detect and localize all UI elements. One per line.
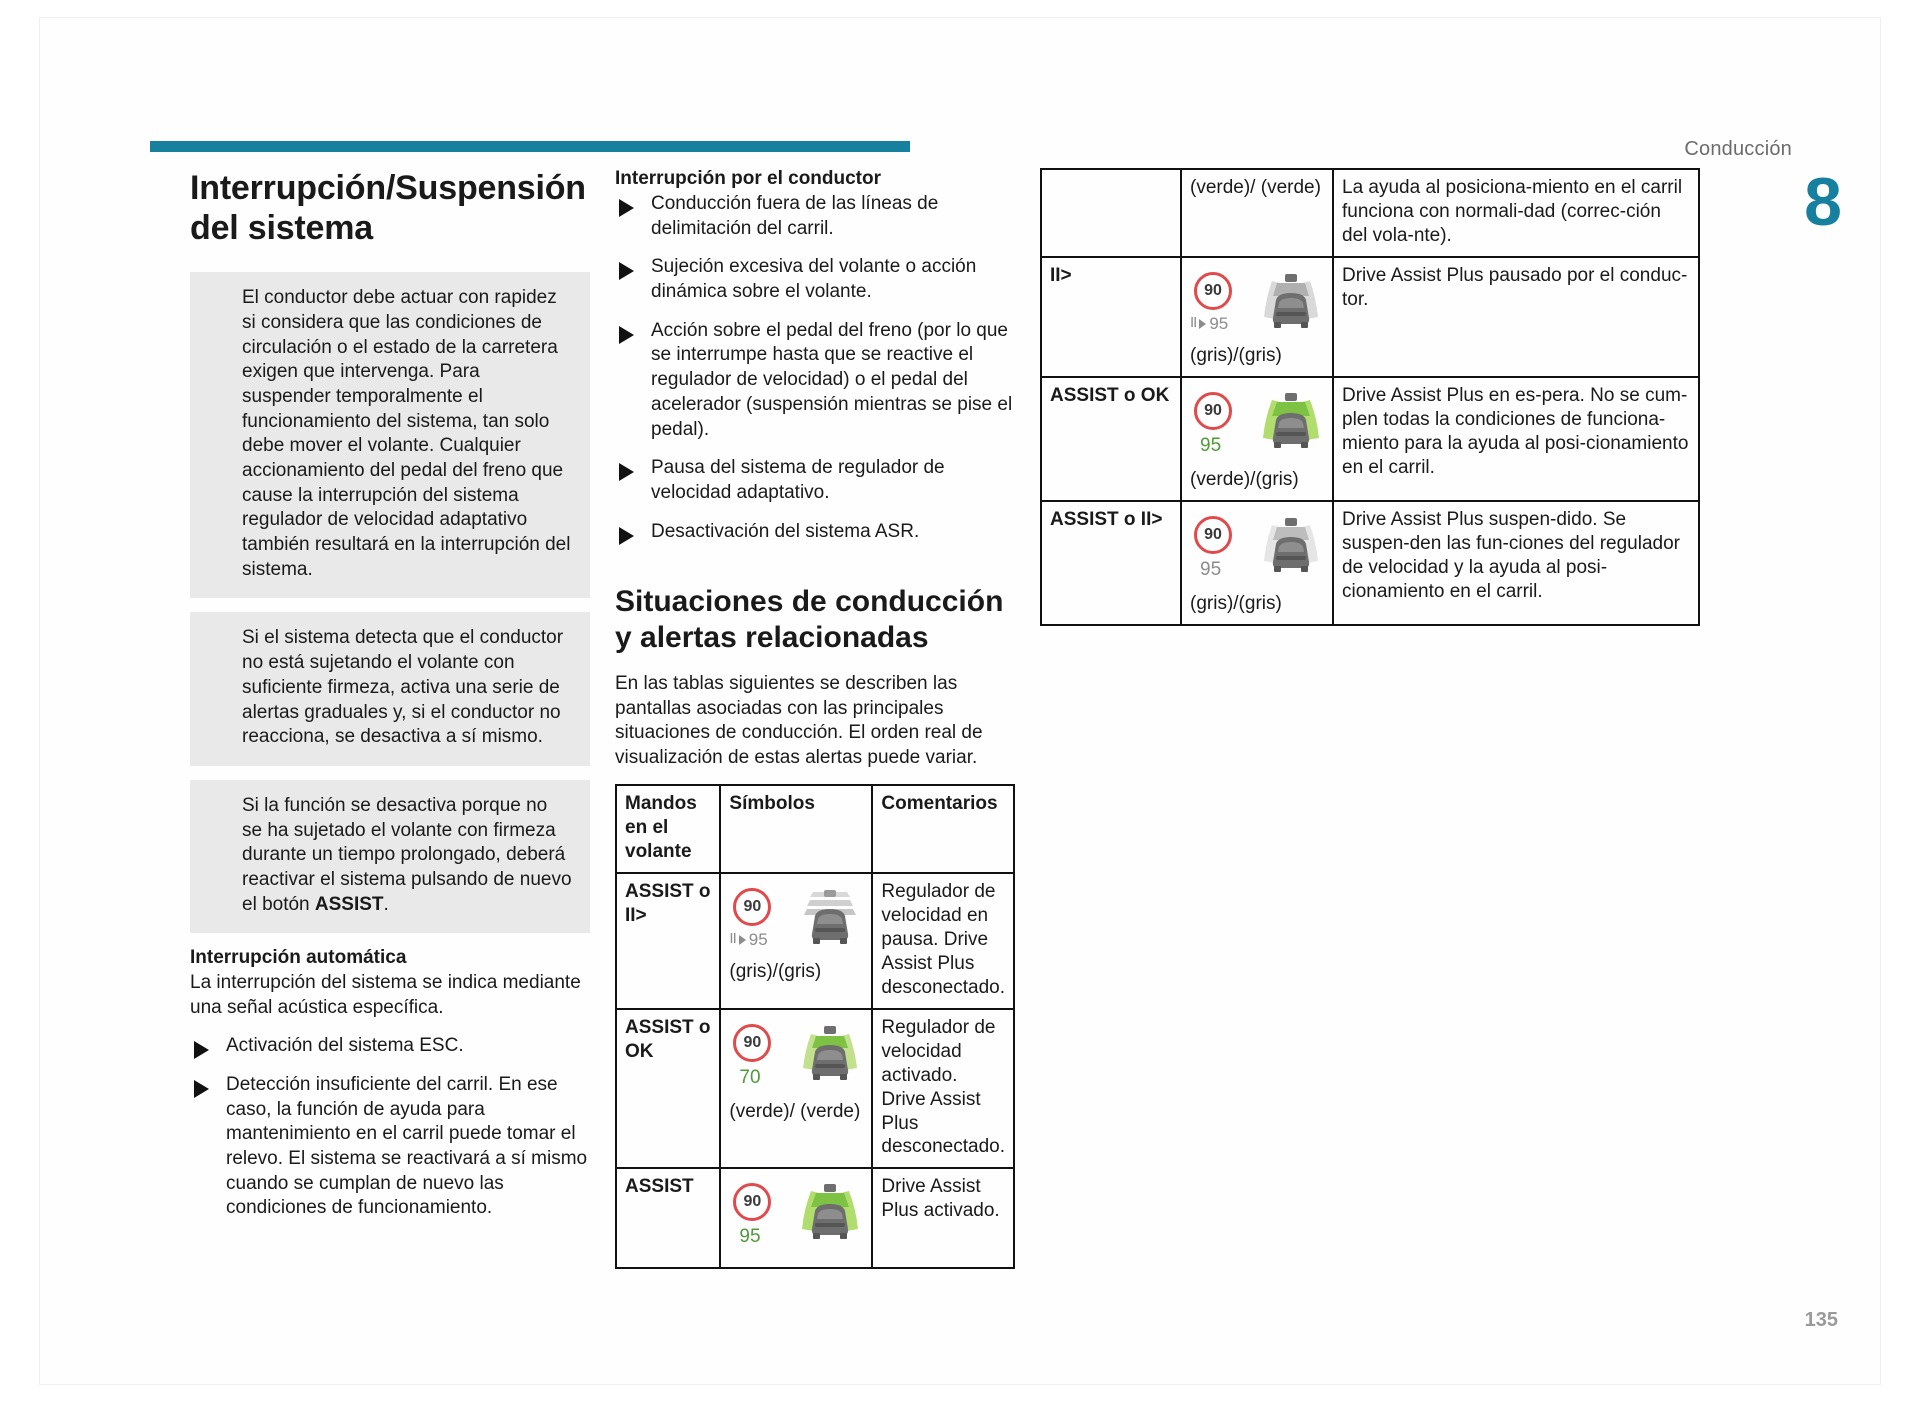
list-item: Activación del sistema ESC.: [190, 1034, 590, 1059]
warning-callout-1-text: El conductor debe actuar con rapidez si considera que las condiciones de circulación o el estado de la carretera exigen que intervenga. Para suspender temporalmente el funcionamiento del sistema, tan solo debe mover el volante. Cualquier accionamiento del pedal del freno que cause la interrupción del sistema regulador de velocidad adaptativo también resultará en la interrupción del sistema.: [242, 287, 571, 580]
speed-limit-sign-icon: 90: [1194, 392, 1232, 430]
table-row: [1041, 501, 1699, 625]
set-speed-value: 95: [1209, 313, 1229, 333]
right-column: [1040, 168, 1700, 626]
cell-comment: Drive Assist Plus pausado por el conduc-tor.: [1333, 257, 1699, 377]
driving-situations-intro: En las tablas siguientes se describen las pantallas asociadas con las principales situaciones de conducción. El orden real de visualización de estas alertas puede variar.: [615, 673, 983, 768]
page-title: Interrupción/Suspensión del sistema: [190, 169, 586, 248]
car-lane-icon: [797, 888, 863, 950]
car-lane-icon: [797, 1183, 863, 1245]
list-item: Conducción fuera de las líneas de delimitación del carril.: [615, 192, 1015, 241]
set-speed-indicator: [1190, 313, 1252, 334]
auto-interruption-list: [190, 1034, 590, 1221]
cell-symbol: [1181, 169, 1333, 257]
symbol-graphic: [729, 888, 863, 950]
chapter-number: 8: [1804, 164, 1842, 240]
table-row: [1041, 169, 1699, 257]
auto-interruption-heading: Interrupción automática: [190, 947, 407, 969]
car-lane-icon: [1258, 392, 1324, 454]
cell-comment: Drive Assist Plus activado.: [872, 1168, 1014, 1268]
speed-sign-group: [1190, 272, 1252, 334]
speed-limit-sign-icon: 90: [733, 888, 771, 926]
driver-interruption-list: [615, 192, 1015, 544]
assist-button-name: ASSIST: [314, 893, 384, 915]
set-speed-value: 70: [739, 1066, 761, 1088]
left-column: [190, 168, 590, 1235]
cell-comment: La ayuda al posiciona-miento en el carril funciona con normali-dad (correc-ción del vola-nte).: [1333, 169, 1699, 257]
set-speed-value: 95: [739, 1226, 761, 1248]
symbol-graphic: [1190, 272, 1324, 334]
speed-sign-group: [729, 1183, 791, 1249]
cell-command: ASSIST o II>: [616, 873, 720, 1009]
cell-comment: Drive Assist Plus suspen-dido. Se suspen-den las fun-ciones del regulador de velocidad y la ayuda al posi-cionamiento en el carril.: [1333, 501, 1699, 625]
driving-situations-title: Situaciones de conducción y alertas relacionadas: [615, 585, 1004, 655]
symbols-table-right: [1040, 168, 1700, 626]
list-item: Detección insuficiente del carril. En ese caso, la función de ayuda para mantenimiento en el carril puede tomar el relevo. El sistema se reactivará a sí mismo cuando se cumplan de nuevo las condiciones de funcionamiento.: [190, 1073, 590, 1221]
driver-interruption-heading: Interrupción por el conductor: [615, 168, 882, 189]
symbol-color-label: (verde)/ (verde): [729, 1100, 861, 1122]
page-number: 135: [1804, 1309, 1838, 1331]
cell-comment: Regulador de velocidad en pausa. Drive Assist Plus desconectado.: [872, 873, 1014, 1009]
car-lane-icon: [1258, 272, 1324, 334]
speed-limit-sign-icon: 90: [733, 1183, 771, 1221]
symbol-color-label: (gris)/(gris): [729, 961, 822, 983]
car-lane-icon: [797, 1024, 863, 1086]
header-accent-rule: [150, 141, 910, 152]
speed-limit-sign-icon: 90: [1194, 516, 1232, 554]
speed-limit-sign-icon: 90: [733, 1024, 771, 1062]
warning-callout-2: [190, 612, 590, 765]
cell-command: II>: [1041, 257, 1181, 377]
cell-command: ASSIST: [616, 1168, 720, 1268]
info-callout-text: [242, 794, 572, 917]
symbol-graphic: [729, 1183, 863, 1249]
symbol-graphic: [729, 1024, 863, 1090]
cell-command: ASSIST o OK: [1041, 377, 1181, 501]
speed-sign-group: [729, 1024, 791, 1090]
symbol-graphic: [1190, 516, 1324, 582]
cell-comment: Regulador de velocidad activado. Drive Assist Plus desconectado.: [872, 1009, 1014, 1169]
table-row: [1041, 257, 1699, 377]
play-triangle-icon: [1199, 319, 1206, 329]
cell-command: ASSIST o II>: [1041, 501, 1181, 625]
middle-column: [615, 168, 1015, 1269]
info-callout: [190, 780, 590, 933]
pause-bars-icon: II: [729, 930, 736, 948]
list-item: Sujeción excesiva del volante o acción dinámica sobre el volante.: [615, 255, 1015, 304]
speed-sign-group: [1190, 392, 1252, 458]
play-triangle-icon: [739, 935, 746, 945]
symbols-table-left: [615, 784, 1015, 1269]
cell-symbol: [720, 873, 872, 1009]
table-header-row: [616, 785, 1014, 873]
pause-bars-icon: II: [1190, 314, 1197, 332]
cell-command: ASSIST o OK: [616, 1009, 720, 1169]
symbol-graphic: [1190, 392, 1324, 458]
table-row: [616, 873, 1014, 1009]
table-row: [616, 1009, 1014, 1169]
symbol-color-label: (verde)/(gris): [1190, 469, 1299, 491]
cell-symbol: [720, 1009, 872, 1169]
symbol-color-label: (gris)/(gris): [1190, 345, 1282, 367]
warning-callout-2-text: Si el sistema detecta que el conductor no está sujetando el volante con suficiente firmeza, activa una serie de alertas graduales y, si el conductor no reacciona, se desactiva a sí mismo.: [242, 627, 564, 748]
list-item: Acción sobre el pedal del freno (por lo que se interrumpe hasta que se reactive el regulador de velocidad) o el pedal del acelerador (suspensión mientras se pise el pedal).: [615, 319, 1015, 442]
auto-interruption-intro: La interrupción del sistema se indica mediante una señal acústica específica.: [190, 972, 581, 1018]
column-header-comments: Comentarios: [872, 785, 1014, 873]
symbol-color-label: (verde)/ (verde): [1190, 177, 1321, 198]
list-item: Desactivación del sistema ASR.: [615, 520, 1015, 545]
set-speed-value: 95: [748, 930, 768, 950]
info-callout-text-before: Si la función se desactiva porque no se ha sujetado el volante con firmeza durante un tiempo prolongado, deberá reactivar el sistema pulsando de nuevo el botón: [242, 794, 572, 915]
cell-comment: Drive Assist Plus en es-pera. No se cum-plen todas la condiciones de funciona-miento para la ayuda al posi-cionamiento en el carril.: [1333, 377, 1699, 501]
column-header-symbols: Símbolos: [720, 785, 872, 873]
car-lane-icon: [1258, 516, 1324, 578]
document-page: [40, 18, 1880, 1384]
cell-symbol: [1181, 501, 1333, 625]
cell-symbol: [1181, 377, 1333, 501]
set-speed-value: 95: [1200, 559, 1222, 581]
set-speed-indicator: [729, 929, 791, 950]
table-row: [616, 1168, 1014, 1268]
chapter-label: Conducción: [1684, 138, 1792, 160]
table-row: [1041, 377, 1699, 501]
symbol-color-label: (gris)/(gris): [1190, 592, 1282, 614]
speed-sign-group: [1190, 516, 1252, 582]
speed-limit-sign-icon: 90: [1194, 272, 1232, 310]
cell-symbol: [720, 1168, 872, 1268]
cell-command: [1041, 169, 1181, 257]
column-header-commands: Mandos en el volante: [616, 785, 720, 873]
info-callout-text-after: .: [383, 893, 389, 915]
speed-sign-group: [729, 888, 791, 950]
list-item: Pausa del sistema de regulador de velocidad adaptativo.: [615, 456, 1015, 505]
set-speed-value: 95: [1200, 435, 1222, 457]
cell-symbol: [1181, 257, 1333, 377]
warning-callout-1: [190, 272, 590, 598]
